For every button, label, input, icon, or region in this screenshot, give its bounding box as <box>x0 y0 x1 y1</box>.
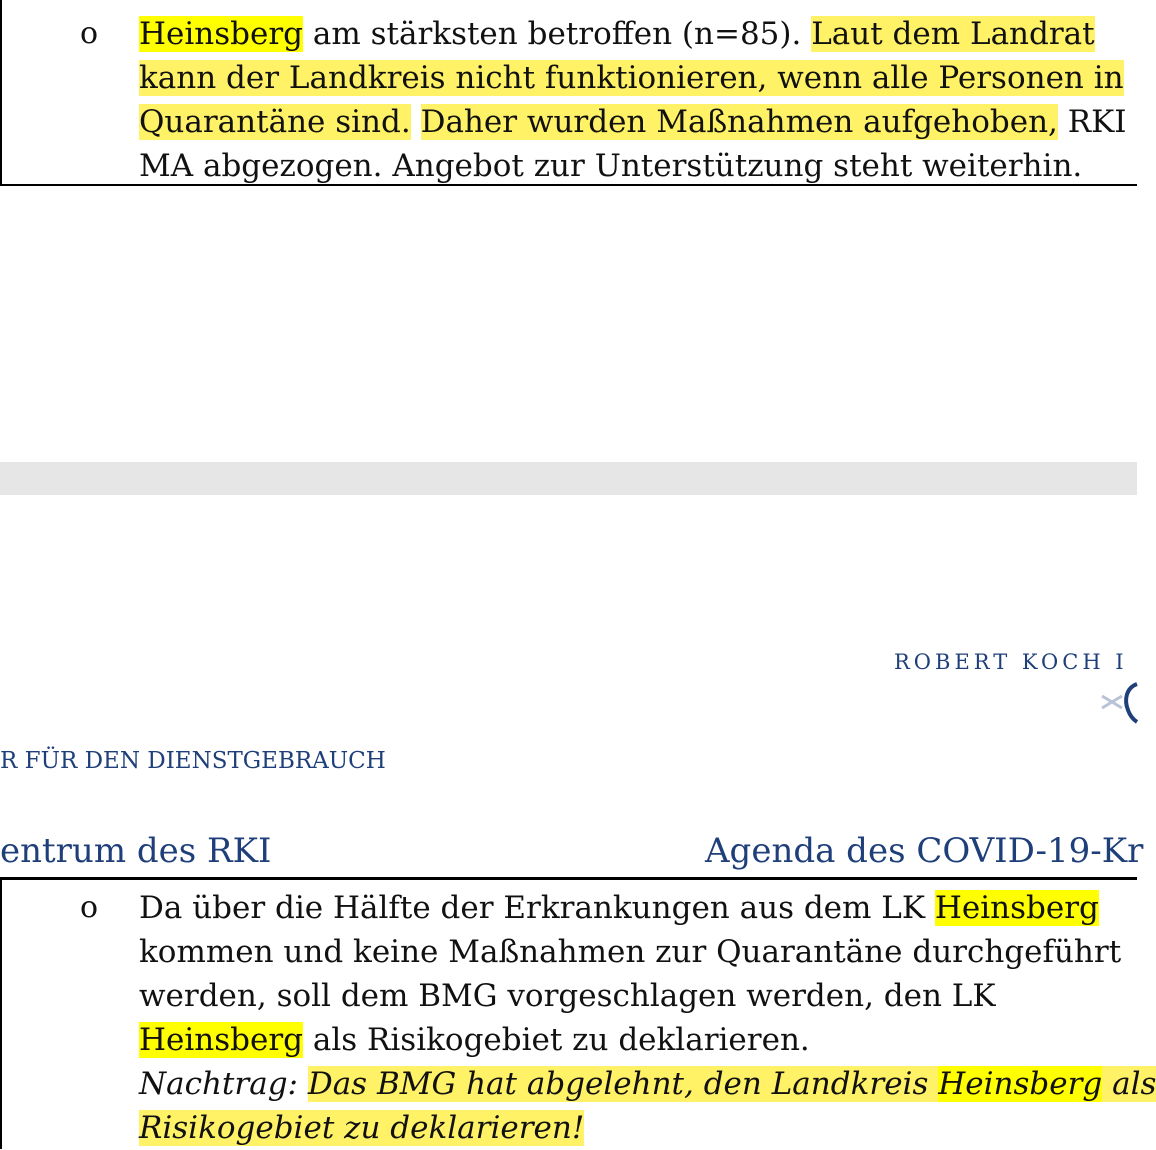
text-line <box>139 974 1134 1018</box>
highlighted-text: Heinsberg <box>938 1066 1103 1102</box>
text-run: RKI <box>1057 104 1127 140</box>
list-bullet: o <box>80 16 99 51</box>
highlighted-text: Quarantäne sind. <box>139 104 411 140</box>
rki-logo-icon <box>1096 680 1137 725</box>
text-line <box>139 1062 1156 1106</box>
highlighted-text: Laut dem Landrat <box>811 16 1095 52</box>
highlighted-text: kann der Landkreis nicht funktionieren, wenn alle Personen in <box>139 60 1124 96</box>
text-line <box>139 56 1134 100</box>
header-right-title: Agenda des COVID-19-Kr <box>705 831 1144 871</box>
classification-stamp: R FÜR DEN DIENSTGEBRAUCH <box>0 748 386 774</box>
text-line <box>139 930 1134 974</box>
document-page-2 <box>0 495 1156 1149</box>
highlighted-text: Daher wurden Maßnahmen aufgehoben, <box>420 104 1058 140</box>
highlighted-text: Das BMG hat abgelehnt, den Landkreis <box>307 1066 939 1102</box>
highlighted-text: Heinsberg <box>934 890 1099 926</box>
table-left-border <box>0 0 2 186</box>
text-run: kommen und keine Maßnahmen zur Quarantäne durchgeführt <box>139 934 1122 970</box>
header-left-title: entrum des RKI <box>0 831 272 871</box>
text-line <box>139 12 1134 56</box>
page-separator <box>0 462 1137 495</box>
highlighted-text: als <box>1102 1066 1156 1102</box>
rki-logo-text: ROBERT KOCH I <box>894 650 1128 674</box>
text-line <box>139 886 1134 930</box>
text-line <box>139 144 1134 188</box>
text-run: Nachtrag: <box>139 1066 298 1102</box>
paragraph-heinsberg-landrat <box>139 12 1134 188</box>
list-bullet: o <box>80 890 99 925</box>
text-run <box>411 104 421 140</box>
text-run: am stärksten betroffen (n=85). <box>303 16 812 52</box>
table-left-border <box>0 877 2 1149</box>
text-run: werden, soll dem BMG vorgeschlagen werden, den LK <box>139 978 996 1014</box>
text-line <box>139 1018 1134 1062</box>
highlighted-text: Heinsberg <box>139 1022 304 1058</box>
table-top-border <box>0 877 1137 880</box>
highlighted-text: Risikogebiet zu deklarieren! <box>139 1110 585 1146</box>
text-run: MA abgezogen. Angebot zur Unterstützung steht weiterhin. <box>139 148 1083 184</box>
text-run <box>298 1066 308 1102</box>
document-page-1 <box>0 0 1137 462</box>
paragraph-heinsberg-risikogebiet <box>139 886 1156 1150</box>
highlighted-text: Heinsberg <box>139 16 304 52</box>
text-line <box>139 100 1134 144</box>
text-run: als Risikogebiet zu deklarieren. <box>303 1022 810 1058</box>
text-line <box>139 1106 1134 1150</box>
text-run: Da über die Hälfte der Erkrankungen aus dem LK <box>139 890 935 926</box>
